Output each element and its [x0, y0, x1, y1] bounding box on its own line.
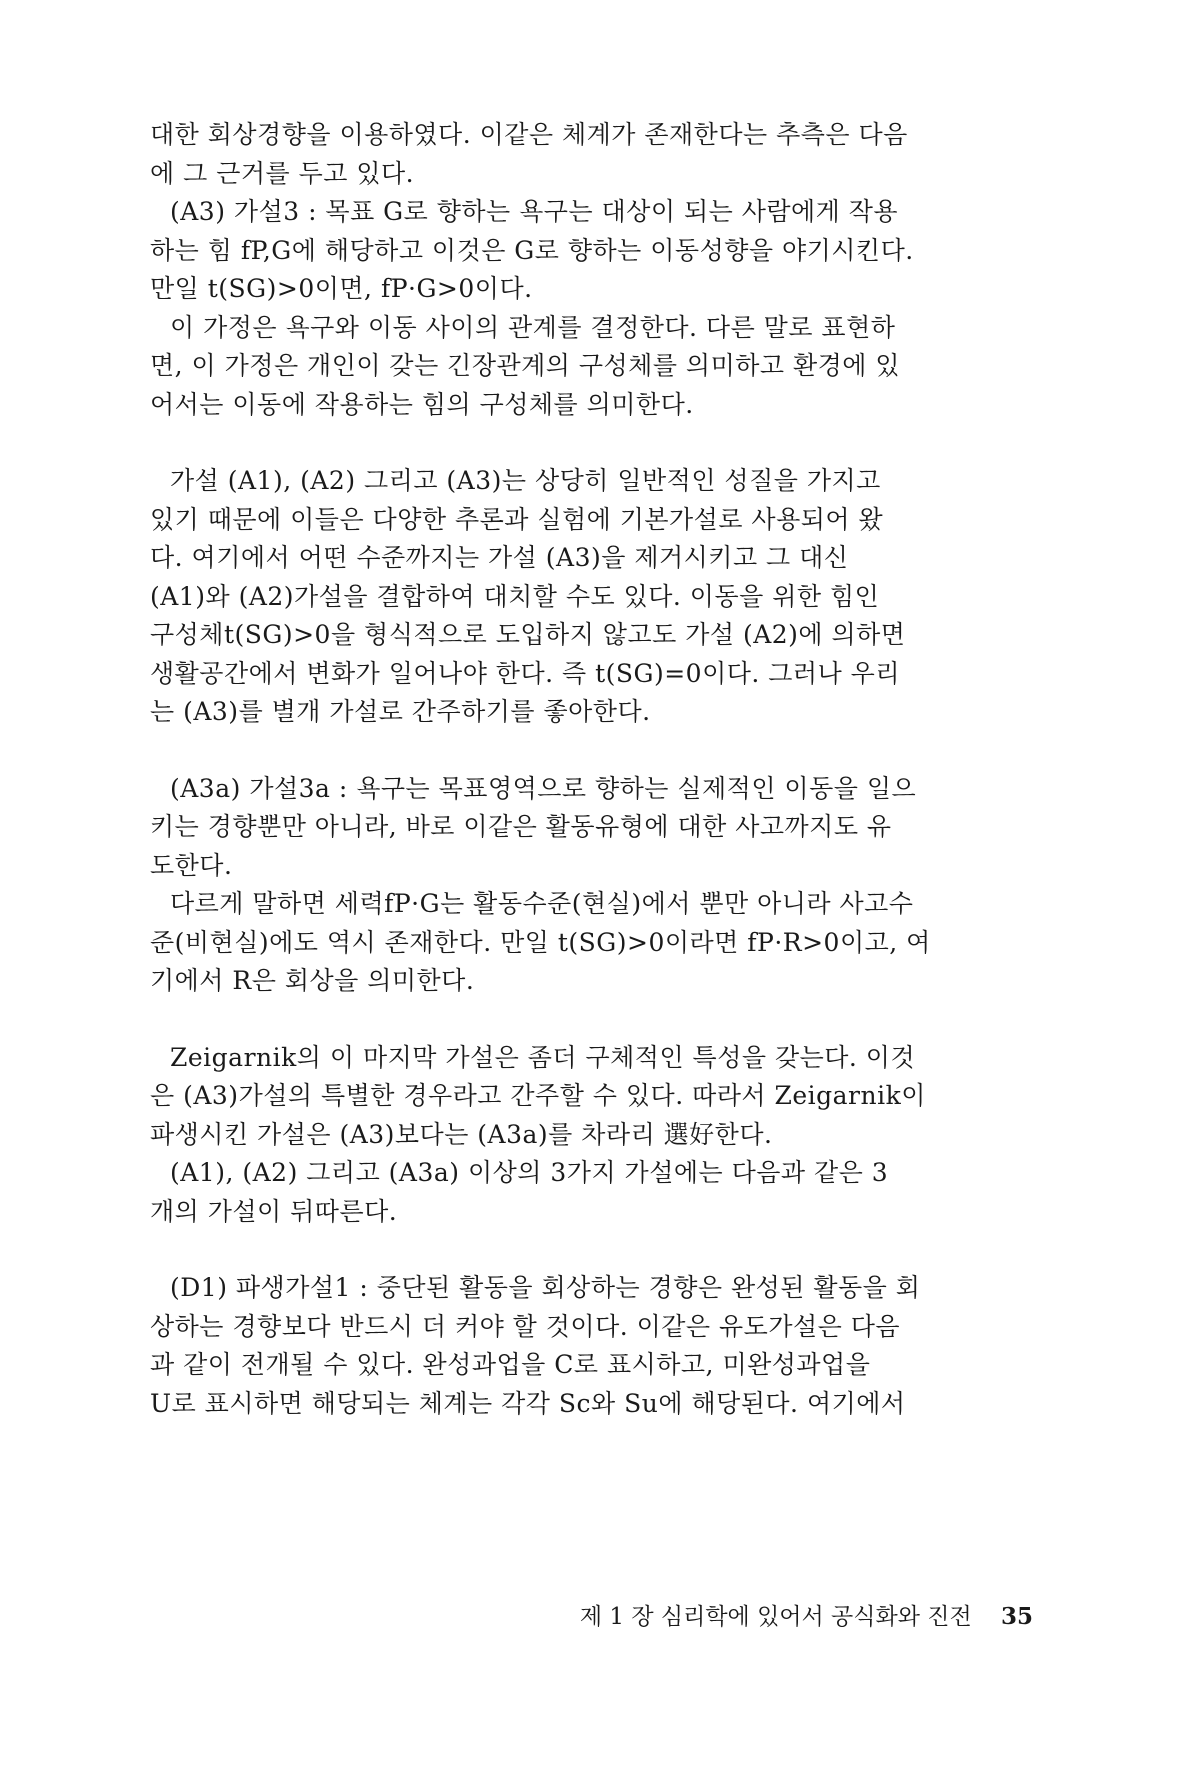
page-footer — [580, 1598, 1033, 1631]
text-line: U로 표시하면 해당되는 체계는 각각 Sc와 Su에 해당된다. 여기에서 — [150, 1388, 906, 1418]
text-line: 과 같이 전개될 수 있다. 완성과업을 C로 표시하고, 미완성과업을 — [150, 1350, 871, 1379]
text-line: 기에서 R은 회상을 의미한다. — [150, 966, 475, 995]
text-line: Zeigarnik의 이 마지막 가설은 좀더 구체적인 특성을 갖는다. 이것 — [170, 1042, 916, 1072]
running-head: 제 1 장 심리학에 있어서 공식화와 진전 — [579, 1604, 972, 1630]
paragraph-gap — [150, 1231, 1040, 1269]
text-line: 구성체t(SG)>0을 형식적으로 도입하지 않고도 가설 (A2)에 의하면 — [150, 620, 906, 649]
text-line: 파생시킨 가설은 (A3)보다는 (A3a)를 차라리 選好한다. — [150, 1119, 773, 1149]
body-text — [150, 116, 1040, 1423]
text-line: 가설 (A1), (A2) 그리고 (A3)는 상당히 일반적인 성질을 가지고 — [170, 466, 881, 495]
text-line: 상하는 경향보다 반드시 더 커야 할 것이다. 이같은 유도가설은 다음 — [150, 1311, 901, 1341]
text-line: 다르게 말하면 세력fP·G는 활동수준(현실)에서 뿐만 아니라 사고수 — [170, 889, 914, 918]
text-line: (D1) 파생가설1 : 중단된 활동을 회상하는 경향은 완성된 활동을 회 — [170, 1273, 921, 1302]
text-line: (A1), (A2) 그리고 (A3a) 이상의 3가지 가설에는 다음과 같은 3 — [170, 1158, 889, 1187]
text-line: 다. 여기에서 어떤 수준까지는 가설 (A3)을 제거시키고 그 대신 — [150, 543, 849, 572]
text-line: (A3a) 가설3a : 욕구는 목표영역으로 향하는 실제적인 이동을 일으 — [170, 773, 917, 803]
page-number: 35 — [1000, 1603, 1033, 1630]
text-line: 은 (A3)가설의 특별한 경우라고 간주할 수 있다. 따라서 Zeigarnik이 — [150, 1081, 926, 1110]
text-line: 준(비현실)에도 역시 존재한다. 만일 t(SG)>0이라면 fP·R>0이고, 여 — [150, 927, 931, 957]
text-line: 는 (A3)를 별개 가설로 간주하기를 좋아한다. — [150, 697, 651, 726]
text-line: 개의 가설이 뒤따른다. — [150, 1196, 398, 1226]
paragraph-gap — [150, 732, 1040, 770]
text-line: 면, 이 가정은 개인이 갖는 긴장관계의 구성체를 의미하고 환경에 있 — [150, 351, 901, 380]
text-line: 하는 힘 fP,G에 해당하고 이것은 G로 향하는 이동성향을 야기시킨다. — [150, 235, 914, 265]
text-line: 어서는 이동에 작용하는 힘의 구성체를 의미한다. — [150, 389, 694, 419]
text-line: 있기 때문에 이들은 다양한 추론과 실험에 기본가설로 사용되어 왔 — [150, 504, 884, 534]
text-line: 에 그 근거를 두고 있다. — [150, 158, 415, 188]
text-line: 생활공간에서 변화가 일어나야 한다. 즉 t(SG)=0이다. 그러나 우리 — [150, 658, 900, 688]
text-line: (A3) 가설3 : 목표 G로 향하는 욕구는 대상이 되는 사람에게 작용 — [170, 197, 899, 226]
paragraph-gap — [150, 1001, 1040, 1039]
text-line: 키는 경향뿐만 아니라, 바로 이같은 활동유형에 대한 사고까지도 유 — [150, 812, 892, 841]
text-line: 도한다. — [150, 850, 233, 880]
paragraph-gap — [150, 424, 1040, 462]
text-line: (A1)와 (A2)가설을 결합하여 대치할 수도 있다. 이동을 위한 힘인 — [150, 581, 880, 611]
text-line: 대한 회상경향을 이용하였다. 이같은 체계가 존재한다는 추측은 다음 — [150, 120, 908, 149]
text-line: 만일 t(SG)>0이면, fP·G>0이다. — [150, 274, 533, 303]
text-line: 이 가정은 욕구와 이동 사이의 관계를 결정한다. 다른 말로 표현하 — [170, 312, 896, 342]
